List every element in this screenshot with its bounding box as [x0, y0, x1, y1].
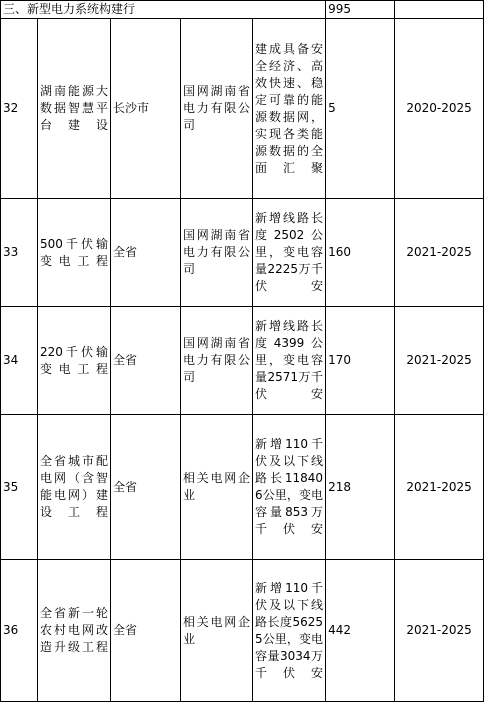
project-location: 长沙市: [111, 19, 181, 199]
table-row: [1, 307, 484, 415]
project-investment: 442: [326, 560, 395, 702]
project-investment: 170: [326, 307, 395, 415]
project-period: 2020-2025: [395, 19, 484, 199]
project-period: 2021-2025: [395, 199, 484, 307]
project-owner: 相关电网企业: [181, 415, 253, 560]
table-row: [1, 415, 484, 560]
row-number: 36: [1, 560, 38, 702]
project-investment: 5: [326, 19, 395, 199]
table-row: [1, 19, 484, 199]
project-period: 2021-2025: [395, 415, 484, 560]
project-name: 湖南能源大数据智慧平台建设: [38, 19, 111, 199]
row-number: 34: [1, 307, 38, 415]
section-title: 三、新型电力系统构建行: [1, 1, 326, 19]
project-owner: 国网湖南省电力有限公司: [181, 19, 253, 199]
row-number: 32: [1, 19, 38, 199]
project-owner: 国网湖南省电力有限公司: [181, 199, 253, 307]
section-amount: 995: [326, 1, 395, 19]
project-period: 2021-2025: [395, 307, 484, 415]
project-content: 新增110千伏及以下线路长118406公里，变电容量853万千伏安: [253, 415, 326, 560]
project-location: 全省: [111, 307, 181, 415]
row-number: 33: [1, 199, 38, 307]
project-location: 全省: [111, 560, 181, 702]
project-location: 全省: [111, 415, 181, 560]
table-row: [1, 199, 484, 307]
row-number: 35: [1, 415, 38, 560]
project-period: 2021-2025: [395, 560, 484, 702]
project-name: 全省新一轮农村电网改造升级工程: [38, 560, 111, 702]
project-content: 新增线路长度2502公里，变电容量2225万千伏安: [253, 199, 326, 307]
project-location: 全省: [111, 199, 181, 307]
table-row: [1, 560, 484, 702]
project-name: 500千伏输变电工程: [38, 199, 111, 307]
project-content: 新增110千伏及以下线路长度56255公里，变电容量3034万千伏安: [253, 560, 326, 702]
section-blank-cell: [395, 1, 484, 19]
project-content: 建成具备安全经济、高效快速、稳定可靠的能源数据网，实现各类能源数据的全面汇聚: [253, 19, 326, 199]
project-investment: 218: [326, 415, 395, 560]
project-name: 全省城市配电网（含智能电网）建设工程: [38, 415, 111, 560]
project-investment: 160: [326, 199, 395, 307]
project-content: 新增线路长度4399公里，变电容量2571万千伏安: [253, 307, 326, 415]
section-header-row: [1, 1, 484, 19]
project-owner: 相关电网企业: [181, 560, 253, 702]
project-name: 220千伏输变电工程: [38, 307, 111, 415]
project-owner: 国网湖南省电力有限公司: [181, 307, 253, 415]
